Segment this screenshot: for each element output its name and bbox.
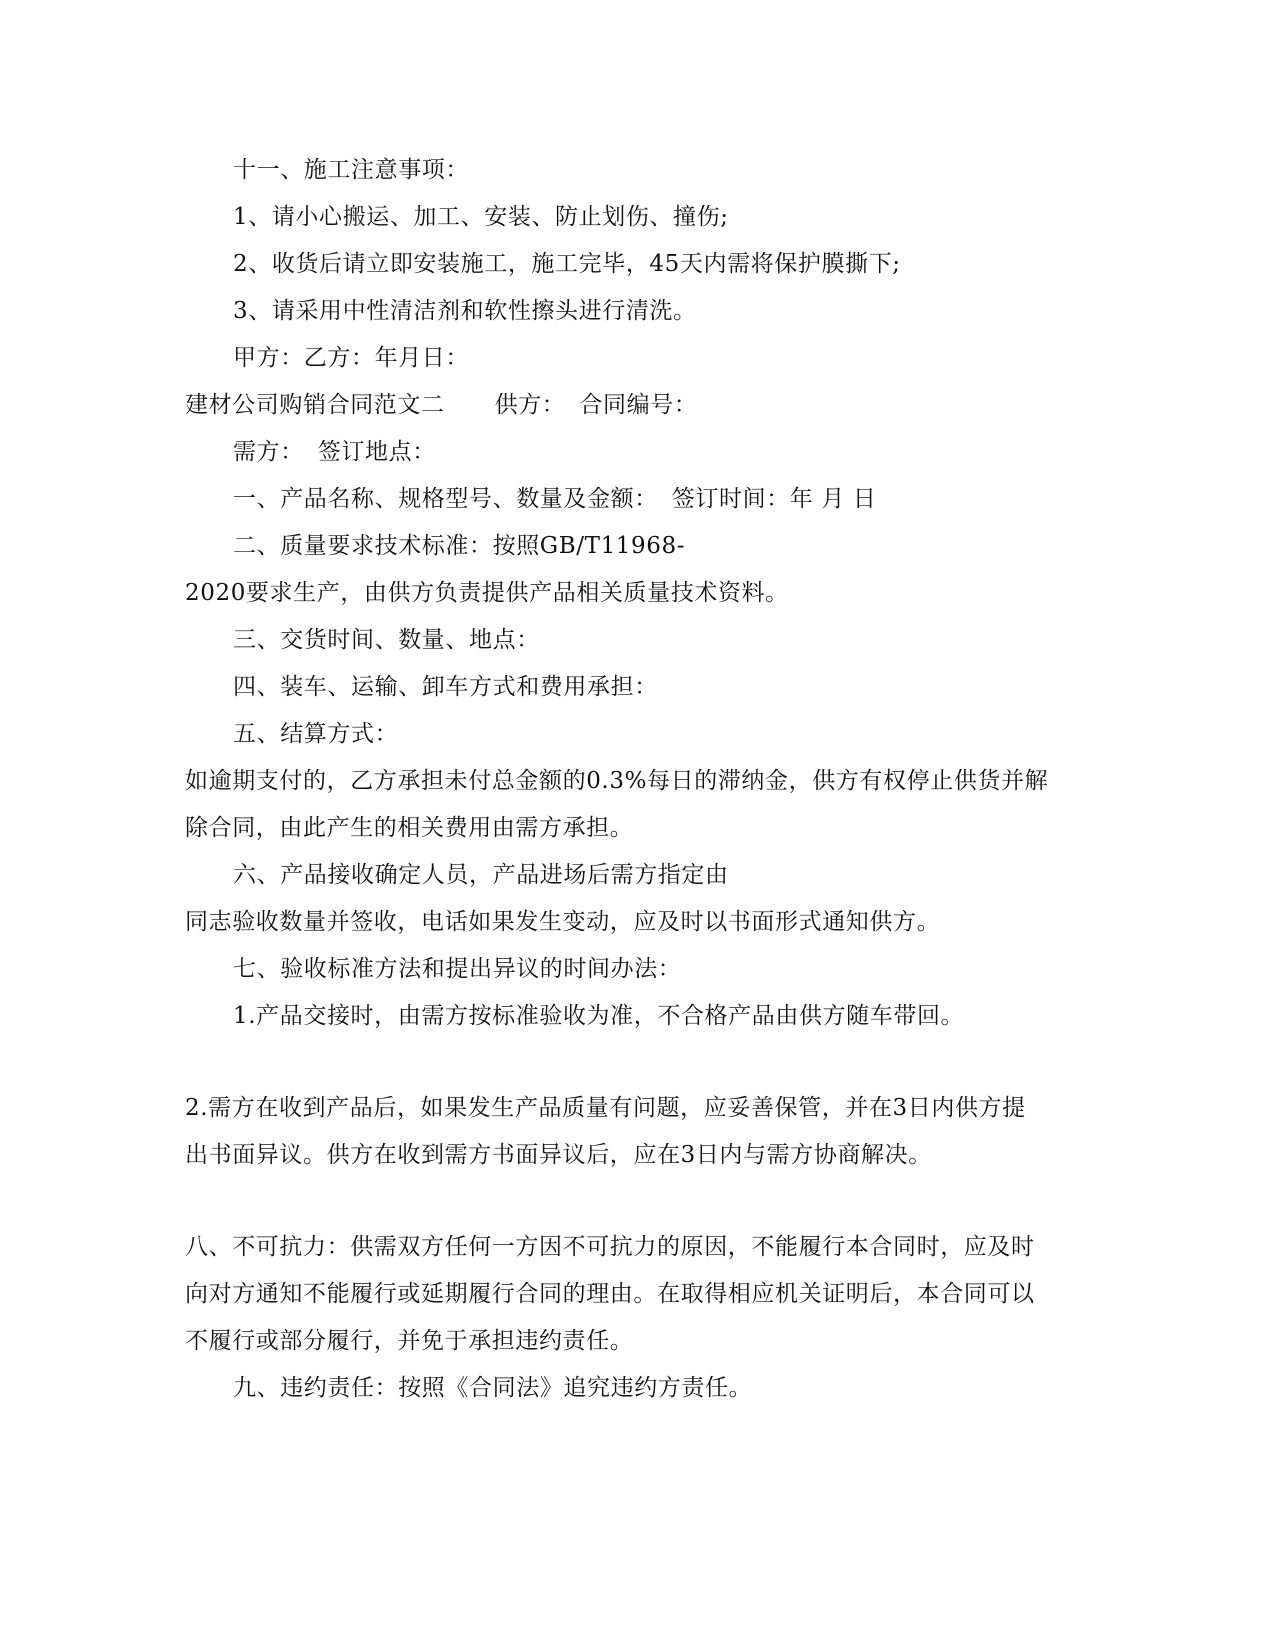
clause-8-line-b: 向对方通知不能履行或延期履行合同的理由。在取得相应机关证明后，本合同可以	[185, 1281, 1035, 1307]
contract-number-label: 合同编号：	[579, 392, 698, 418]
clause-6-line-a: 六、产品接收确定人员，产品进场后需方指定由	[233, 862, 729, 888]
section-11-item-3: 3、请采用中性清洁剂和软性擦头进行清洗。	[233, 298, 697, 324]
clause-7-item-2-line-a: 2.需方在收到产品后，如果发生产品质量有问题，应妥善保管，并在3日内供方提	[185, 1095, 1026, 1121]
clause-2-line-a: 二、质量要求技术标准：按照GB/T11968-	[233, 533, 686, 559]
sign-place-label: 签订地点：	[317, 439, 436, 465]
clause-8-line-a: 八、不可抗力：供需双方任何一方因不可抗力的原因，不能履行本合同时，应及时	[185, 1234, 1035, 1260]
clause-2-line-b: 2020要求生产，由供方负责提供产品相关质量技术资料。	[185, 580, 789, 606]
demander-line	[233, 437, 436, 467]
supplier-label: 供方：	[494, 392, 566, 418]
sign-time: 签订时间：年 月 日	[671, 486, 877, 512]
contract-header-line	[185, 390, 697, 420]
section-11-title: 十一、施工注意事项：	[233, 157, 469, 183]
clause-5-line-a: 如逾期支付的，乙方承担未付总金额的0.3%每日的滞纳金，供方有权停止供货并解	[185, 768, 1049, 794]
clause-4: 四、装车、运输、卸车方式和费用承担：	[233, 674, 658, 700]
section-11-item-1: 1、请小心搬运、加工、安装、防止划伤、撞伤;	[233, 204, 729, 230]
clause-5: 五、结算方式：	[233, 721, 399, 747]
clause-7: 七、验收标准方法和提出异议的时间办法：	[233, 956, 682, 982]
clause-7-item-2-line-b: 出书面异议。供方在收到需方书面异议后，应在3日内与需方协商解决。	[185, 1142, 932, 1168]
clause-6-line-b: 同志验收数量并签收，电话如果发生变动，应及时以书面形式通知供方。	[185, 909, 941, 935]
clause-1: 一、产品名称、规格型号、数量及金额：	[233, 486, 658, 512]
section-11-item-2: 2、收货后请立即安装施工，施工完毕，45天内需将保护膜撕下;	[233, 251, 901, 277]
clause-9: 九、违约责任：按照《合同法》追究违约方责任。	[233, 1375, 753, 1401]
clause-5-line-b: 除合同，由此产生的相关费用由需方承担。	[185, 815, 634, 841]
clause-8-line-c: 不履行或部分履行，并免于承担违约责任。	[185, 1328, 634, 1354]
demander-label: 需方：	[233, 439, 304, 465]
contract-title: 建材公司购销合同范文二	[185, 392, 445, 418]
clause-3: 三、交货时间、数量、地点：	[233, 627, 540, 653]
signature-line: 甲方：乙方：年月日：	[233, 345, 469, 371]
clause-1-line	[233, 484, 876, 514]
clause-7-item-1: 1.产品交接时，由需方按标准验收为准，不合格产品由供方随车带回。	[233, 1003, 965, 1029]
